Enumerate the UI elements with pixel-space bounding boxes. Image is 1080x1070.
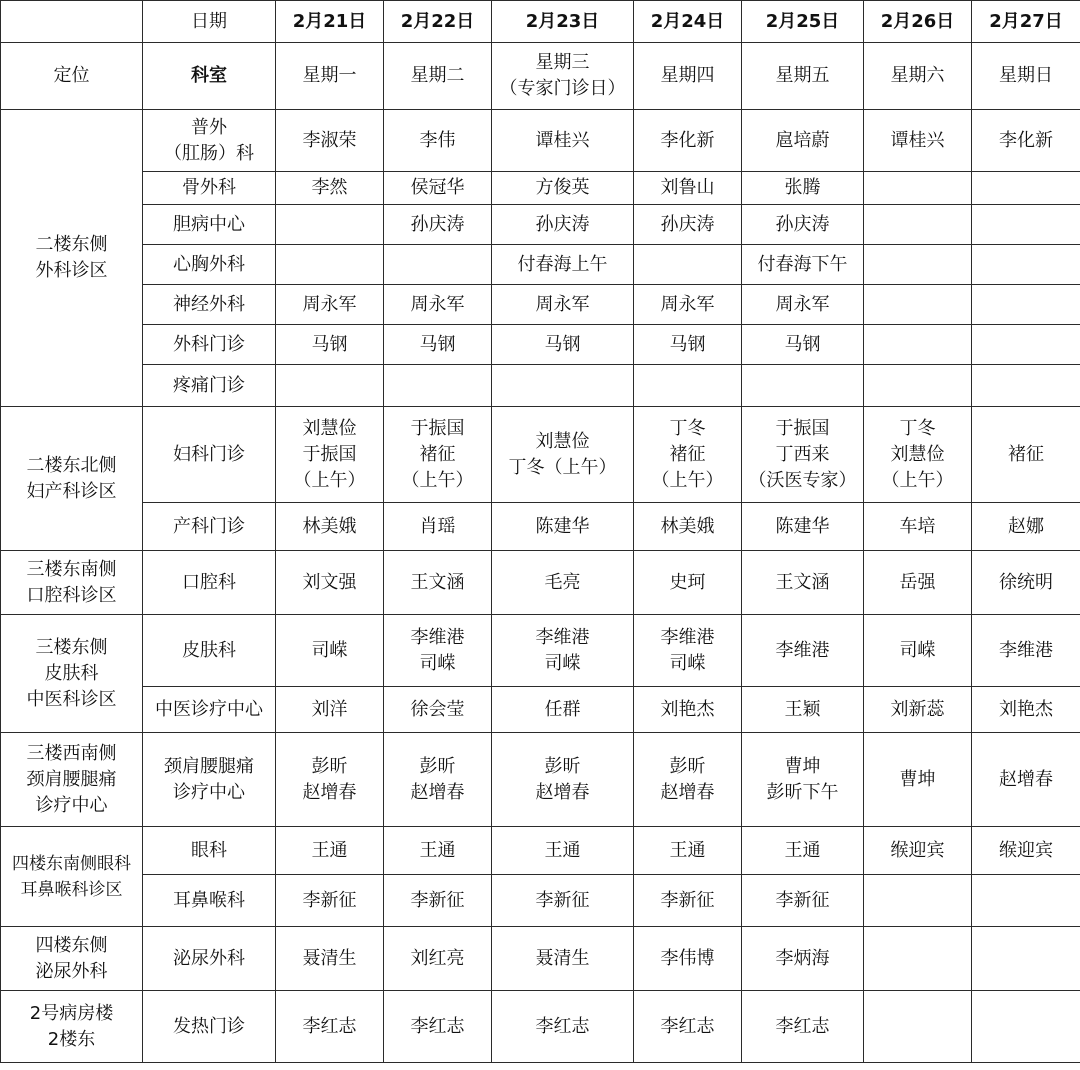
doctor-cell: 孙庆涛	[742, 205, 864, 245]
weekday-cell: 星期五	[742, 43, 864, 110]
doctor-cell: 曹坤	[864, 733, 972, 827]
doctor-cell	[972, 205, 1080, 245]
doctor-cell: 彭昕 赵增春	[492, 733, 634, 827]
doctor-cell: 曹坤 彭昕下午	[742, 733, 864, 827]
doctor-cell: 李化新	[972, 110, 1080, 172]
position-label: 定位	[1, 43, 143, 110]
date-cell: 2月26日	[864, 1, 972, 43]
doctor-cell	[276, 245, 384, 285]
schedule-row	[1, 205, 1080, 245]
doctor-cell: 肖瑶	[384, 503, 492, 551]
department-cell: 普外 （肛肠）科	[143, 110, 276, 172]
doctor-cell: 缑迎宾	[972, 827, 1080, 875]
doctor-cell	[384, 245, 492, 285]
schedule-row	[1, 365, 1080, 407]
schedule-row	[1, 172, 1080, 205]
zone-location-cell: 二楼东侧 外科诊区	[1, 110, 143, 407]
doctor-cell	[864, 991, 972, 1063]
date-header-row	[1, 1, 1080, 43]
doctor-cell: 聂清生	[276, 927, 384, 991]
doctor-cell: 徐统明	[972, 551, 1080, 615]
schedule-row	[1, 991, 1080, 1063]
doctor-cell: 李新征	[276, 875, 384, 927]
doctor-cell	[864, 875, 972, 927]
doctor-cell: 刘艳杰	[972, 687, 1080, 733]
doctor-cell: 李新征	[634, 875, 742, 927]
doctor-cell: 王颖	[742, 687, 864, 733]
zone-location-cell: 二楼东北侧 妇产科诊区	[1, 407, 143, 551]
doctor-cell	[384, 365, 492, 407]
doctor-cell: 王通	[276, 827, 384, 875]
doctor-cell: 马钢	[276, 325, 384, 365]
doctor-cell: 车培	[864, 503, 972, 551]
weekday-cell: 星期六	[864, 43, 972, 110]
doctor-cell: 岳强	[864, 551, 972, 615]
doctor-cell: 褚征	[972, 407, 1080, 503]
date-cell: 2月24日	[634, 1, 742, 43]
doctor-cell: 王通	[742, 827, 864, 875]
doctor-cell: 赵增春	[972, 733, 1080, 827]
doctor-cell: 马钢	[384, 325, 492, 365]
doctor-cell	[634, 245, 742, 285]
department-cell: 妇科门诊	[143, 407, 276, 503]
schedule-row	[1, 615, 1080, 687]
doctor-cell: 马钢	[492, 325, 634, 365]
doctor-cell: 史珂	[634, 551, 742, 615]
doctor-cell: 刘文强	[276, 551, 384, 615]
doctor-cell: 彭昕 赵增春	[634, 733, 742, 827]
department-cell: 产科门诊	[143, 503, 276, 551]
department-cell: 眼科	[143, 827, 276, 875]
schedule-row	[1, 827, 1080, 875]
doctor-cell: 周永军	[742, 285, 864, 325]
department-cell: 皮肤科	[143, 615, 276, 687]
doctor-cell: 陈建华	[492, 503, 634, 551]
doctor-cell: 毛亮	[492, 551, 634, 615]
doctor-cell: 李红志	[276, 991, 384, 1063]
schedule-row	[1, 875, 1080, 927]
doctor-cell: 赵娜	[972, 503, 1080, 551]
doctor-cell: 孙庆涛	[492, 205, 634, 245]
schedule-row	[1, 285, 1080, 325]
doctor-cell	[972, 325, 1080, 365]
date-cell: 2月22日	[384, 1, 492, 43]
weekday-cell: 星期二	[384, 43, 492, 110]
department-cell: 心胸外科	[143, 245, 276, 285]
doctor-cell: 周永军	[276, 285, 384, 325]
doctor-cell: 李新征	[492, 875, 634, 927]
doctor-cell: 马钢	[742, 325, 864, 365]
department-cell: 疼痛门诊	[143, 365, 276, 407]
doctor-cell: 李伟博	[634, 927, 742, 991]
zone-location-cell: 四楼东南侧眼科 耳鼻喉科诊区	[1, 827, 143, 927]
doctor-cell: 李炳海	[742, 927, 864, 991]
zone-location-cell: 三楼西南侧 颈肩腰腿痛 诊疗中心	[1, 733, 143, 827]
doctor-cell	[864, 285, 972, 325]
department-cell: 颈肩腰腿痛 诊疗中心	[143, 733, 276, 827]
table-body	[1, 1, 1080, 1063]
doctor-cell: 于振国 丁西来 （沃医专家）	[742, 407, 864, 503]
doctor-cell: 孙庆涛	[634, 205, 742, 245]
corner-cell	[1, 1, 143, 43]
doctor-cell: 李伟	[384, 110, 492, 172]
zone-location-cell: 2号病房楼 2楼东	[1, 991, 143, 1063]
doctor-cell	[864, 205, 972, 245]
doctor-cell	[972, 927, 1080, 991]
zone-location-cell: 四楼东侧 泌尿外科	[1, 927, 143, 991]
doctor-cell: 于振国 褚征 （上午）	[384, 407, 492, 503]
schedule-row	[1, 733, 1080, 827]
doctor-cell	[864, 365, 972, 407]
doctor-cell: 丁冬 褚征 （上午）	[634, 407, 742, 503]
doctor-cell: 李维港	[742, 615, 864, 687]
doctor-cell: 李淑荣	[276, 110, 384, 172]
doctor-cell: 刘慧俭 于振国 （上午）	[276, 407, 384, 503]
doctor-cell: 彭昕 赵增春	[276, 733, 384, 827]
doctor-cell: 李维港 司嵘	[384, 615, 492, 687]
doctor-cell: 刘慧俭 丁冬（上午）	[492, 407, 634, 503]
doctor-cell: 刘新蕊	[864, 687, 972, 733]
schedule-row	[1, 110, 1080, 172]
doctor-cell: 付春海上午	[492, 245, 634, 285]
department-cell: 中医诊疗中心	[143, 687, 276, 733]
doctor-cell: 刘艳杰	[634, 687, 742, 733]
doctor-cell	[972, 245, 1080, 285]
date-cell: 2月25日	[742, 1, 864, 43]
doctor-cell: 李红志	[492, 991, 634, 1063]
dept-label: 科室	[143, 43, 276, 110]
doctor-cell: 谭桂兴	[492, 110, 634, 172]
doctor-cell: 徐会莹	[384, 687, 492, 733]
department-cell: 发热门诊	[143, 991, 276, 1063]
doctor-cell: 司嵘	[276, 615, 384, 687]
weekday-cell: 星期一	[276, 43, 384, 110]
doctor-cell	[864, 927, 972, 991]
doctor-cell: 张腾	[742, 172, 864, 205]
doctor-cell: 李新征	[384, 875, 492, 927]
date-cell: 2月21日	[276, 1, 384, 43]
doctor-cell	[864, 172, 972, 205]
doctor-cell: 王通	[492, 827, 634, 875]
weekday-cell: 星期三 （专家门诊日）	[492, 43, 634, 110]
doctor-cell	[492, 365, 634, 407]
doctor-cell: 丁冬 刘慧俭 （上午）	[864, 407, 972, 503]
department-cell: 胆病中心	[143, 205, 276, 245]
department-cell: 骨外科	[143, 172, 276, 205]
weekday-header-row	[1, 43, 1080, 110]
doctor-cell: 付春海下午	[742, 245, 864, 285]
doctor-cell	[972, 991, 1080, 1063]
doctor-cell: 李维港 司嵘	[492, 615, 634, 687]
doctor-cell: 缑迎宾	[864, 827, 972, 875]
doctor-cell	[742, 365, 864, 407]
department-cell: 口腔科	[143, 551, 276, 615]
doctor-cell: 刘鲁山	[634, 172, 742, 205]
zone-location-cell: 三楼东侧 皮肤科 中医科诊区	[1, 615, 143, 733]
doctor-cell	[972, 285, 1080, 325]
doctor-cell: 扈培蔚	[742, 110, 864, 172]
doctor-cell: 林美娥	[634, 503, 742, 551]
weekday-cell: 星期日	[972, 43, 1080, 110]
doctor-cell: 李维港	[972, 615, 1080, 687]
doctor-cell: 林美娥	[276, 503, 384, 551]
doctor-cell: 李然	[276, 172, 384, 205]
doctor-cell: 刘红亮	[384, 927, 492, 991]
schedule-row	[1, 503, 1080, 551]
doctor-cell: 王文涵	[742, 551, 864, 615]
schedule-row	[1, 407, 1080, 503]
doctor-cell	[634, 365, 742, 407]
doctor-cell	[276, 365, 384, 407]
doctor-cell: 孙庆涛	[384, 205, 492, 245]
doctor-cell: 王通	[634, 827, 742, 875]
schedule-row	[1, 245, 1080, 285]
doctor-cell	[972, 875, 1080, 927]
doctor-cell	[276, 205, 384, 245]
schedule-row	[1, 927, 1080, 991]
doctor-cell: 彭昕 赵增春	[384, 733, 492, 827]
doctor-cell	[864, 245, 972, 285]
department-cell: 耳鼻喉科	[143, 875, 276, 927]
schedule-row	[1, 687, 1080, 733]
date-cell: 2月23日	[492, 1, 634, 43]
doctor-cell: 李红志	[634, 991, 742, 1063]
doctor-cell: 谭桂兴	[864, 110, 972, 172]
doctor-cell	[972, 365, 1080, 407]
schedule-row	[1, 551, 1080, 615]
doctor-cell: 李红志	[742, 991, 864, 1063]
doctor-cell: 李红志	[384, 991, 492, 1063]
doctor-cell: 王通	[384, 827, 492, 875]
doctor-cell: 司嵘	[864, 615, 972, 687]
date-label: 日期	[143, 1, 276, 43]
department-cell: 神经外科	[143, 285, 276, 325]
doctor-cell: 刘洋	[276, 687, 384, 733]
doctor-cell: 李维港 司嵘	[634, 615, 742, 687]
zone-location-cell: 三楼东南侧 口腔科诊区	[1, 551, 143, 615]
department-cell: 泌尿外科	[143, 927, 276, 991]
weekday-cell: 星期四	[634, 43, 742, 110]
department-cell: 外科门诊	[143, 325, 276, 365]
doctor-cell: 李新征	[742, 875, 864, 927]
doctor-cell: 周永军	[384, 285, 492, 325]
doctor-cell: 王文涵	[384, 551, 492, 615]
doctor-cell: 方俊英	[492, 172, 634, 205]
doctor-cell: 聂清生	[492, 927, 634, 991]
schedule-row	[1, 325, 1080, 365]
doctor-cell: 周永军	[492, 285, 634, 325]
doctor-cell	[864, 325, 972, 365]
doctor-cell: 陈建华	[742, 503, 864, 551]
doctor-cell: 任群	[492, 687, 634, 733]
doctor-cell	[972, 172, 1080, 205]
date-cell: 2月27日	[972, 1, 1080, 43]
doctor-cell: 李化新	[634, 110, 742, 172]
doctor-cell: 马钢	[634, 325, 742, 365]
doctor-cell: 周永军	[634, 285, 742, 325]
doctor-cell: 侯冠华	[384, 172, 492, 205]
